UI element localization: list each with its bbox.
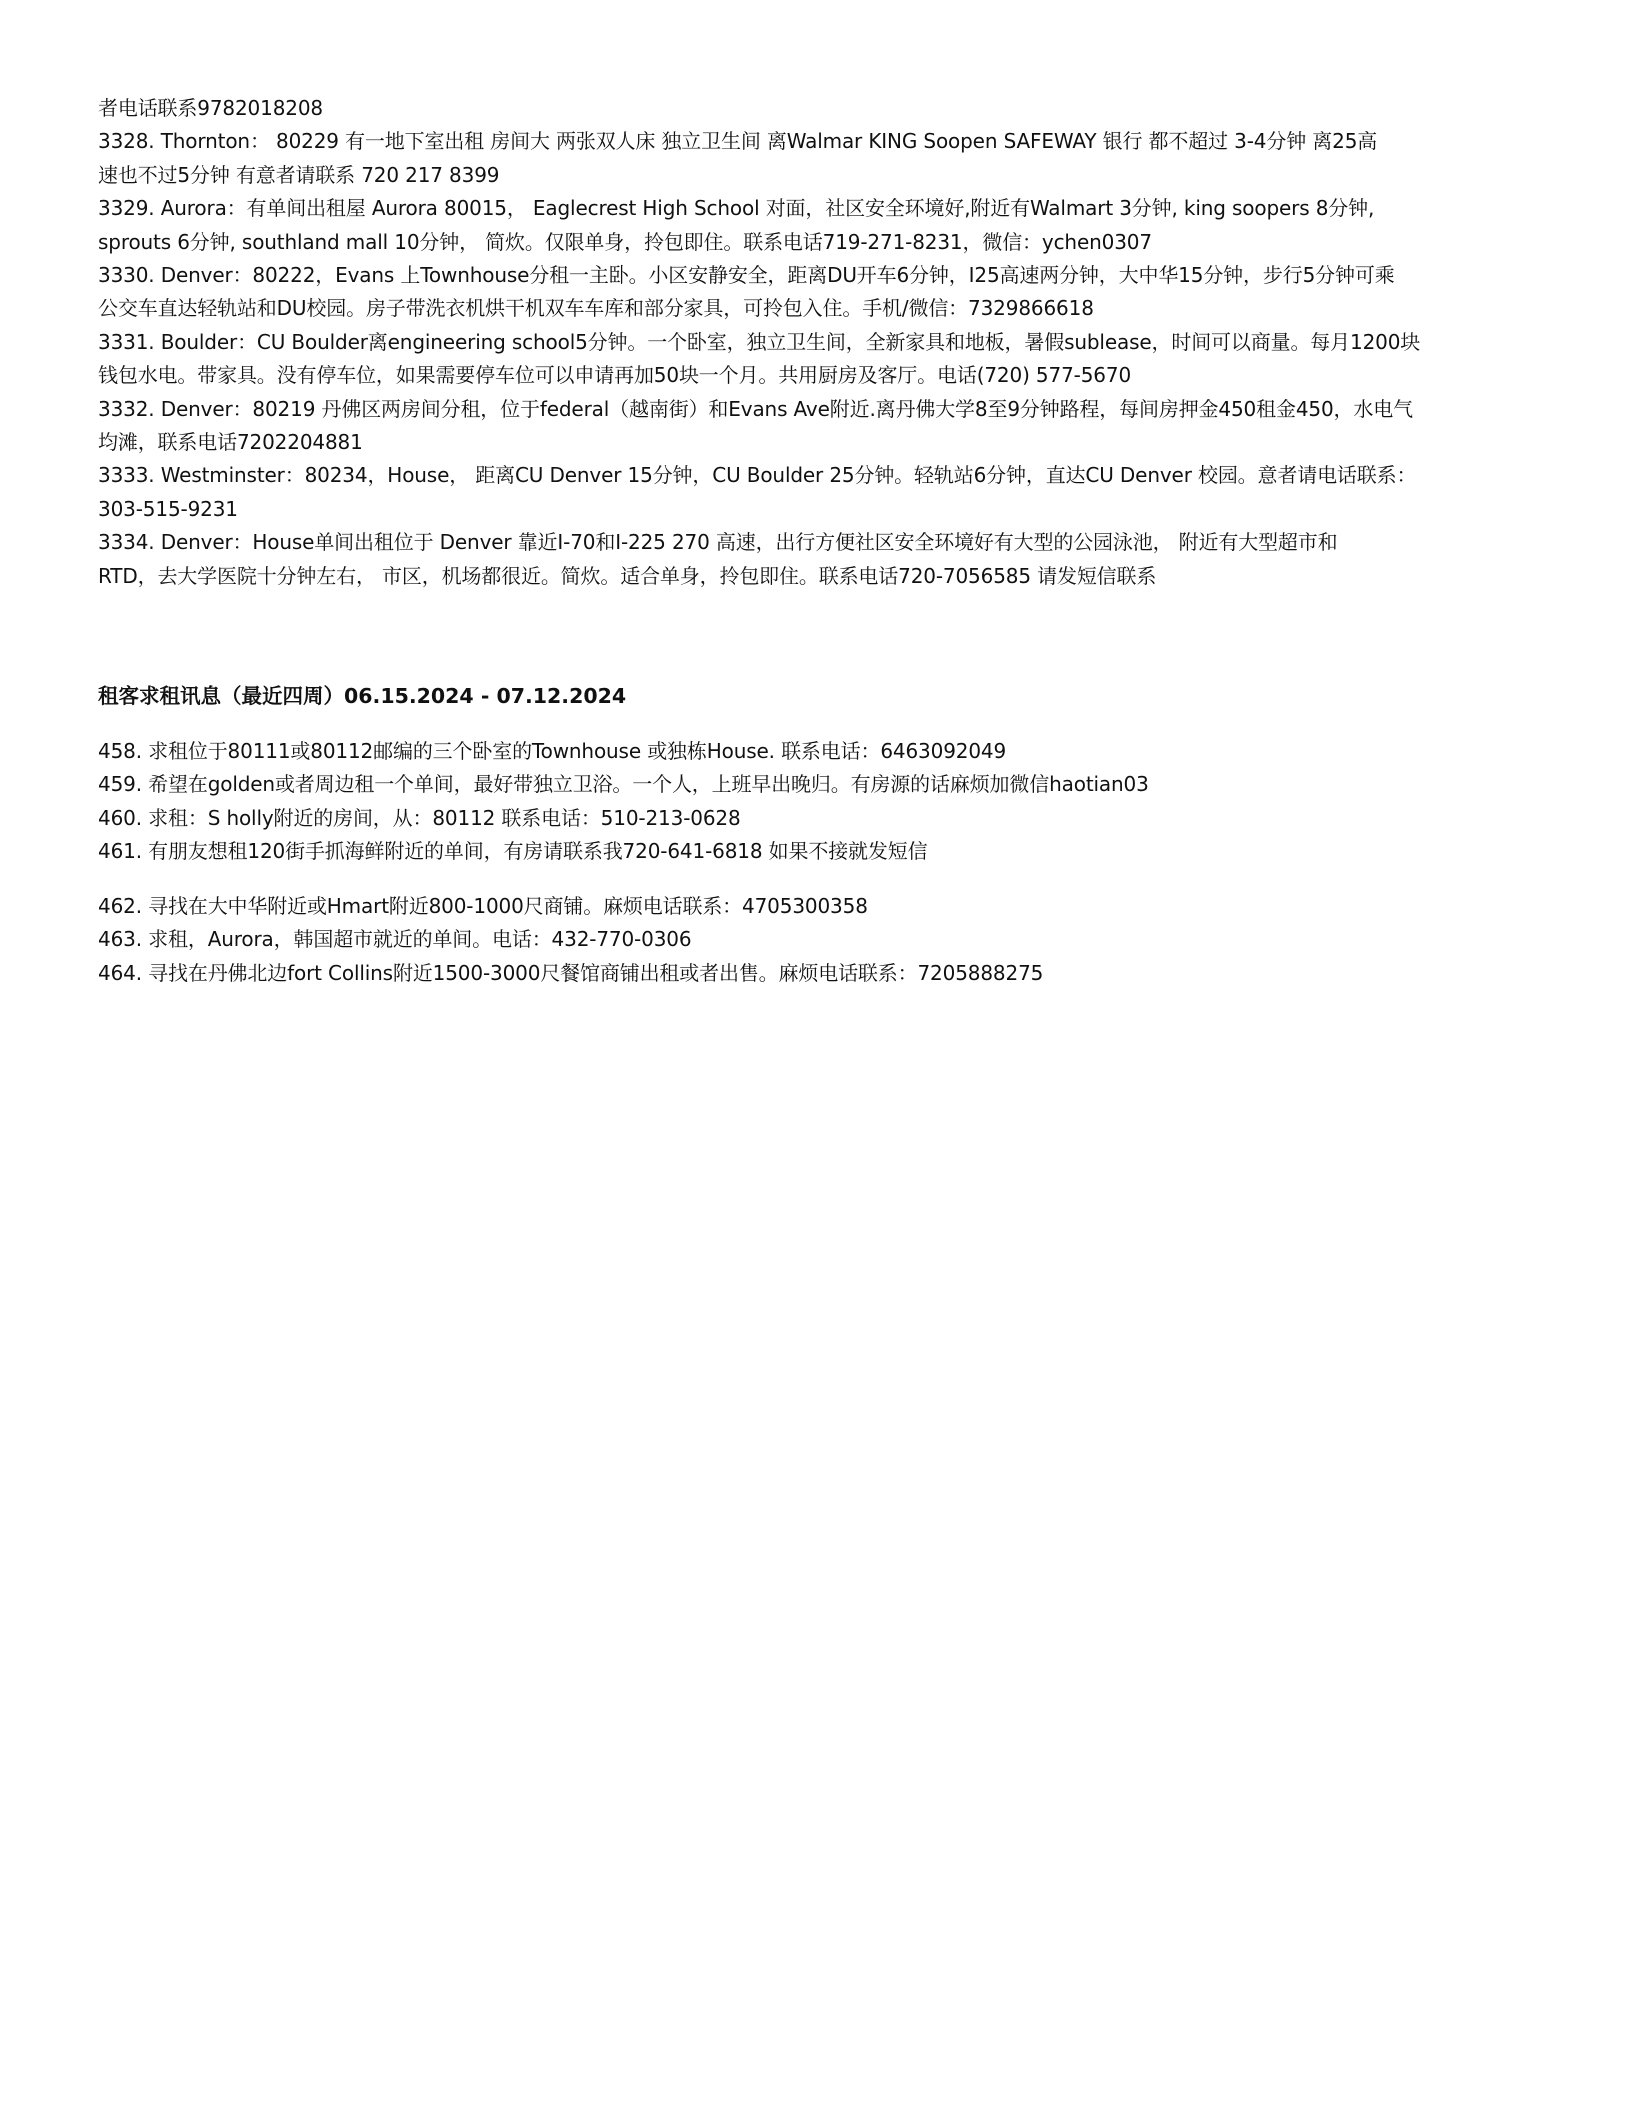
listing-line: 3328. Thornton： 80229 有一地下室出租 房间大 两张双人床 独立卫生间 离Walmar KING Soopen SAFEWAY 银行 都不超过 3-4分钟 离25高 bbox=[98, 129, 1378, 154]
listing-line: sprouts 6分钟, southland mall 10分钟， 简炊。仅限单身，拎包即住。联系电话719-271-8231，微信：ychen0307 bbox=[98, 229, 1152, 254]
listing-line: 3330. Denver：80222，Evans 上Townhouse分租一主卧。小区安静安全，距离DU开车6分钟，I25高速两分钟，大中华15分钟，步行5分钟可乘 bbox=[98, 263, 1395, 288]
listing-line: 3334. Denver：House单间出租位于 Denver 靠近I-70和I-225 270 高速，出行方便社区安全环境好有大型的公园泳池， 附近有大型超市和 bbox=[98, 530, 1338, 555]
request-item: 458. 求租位于80111或80112邮编的三个卧室的Townhouse 或独栋House. 联系电话：6463092049 bbox=[98, 739, 1007, 763]
request-item: 463. 求租，Aurora，韩国超市就近的单间。电话：432-770-0306 bbox=[98, 927, 692, 952]
request-item: 460. 求租：S holly附近的房间，从：80112 联系电话：510-213-0628 bbox=[98, 805, 741, 830]
request-item: 461. 有朋友想租120街手抓海鲜附近的单间，有房请联系我720-641-6818 如果不接就发短信 bbox=[98, 839, 928, 864]
requests-section-title: 租客求租讯息（最近四周）06.15.2024 - 07.12.2024 bbox=[98, 684, 627, 708]
listing-line: 公交车直达轻轨站和DU校园。房子带洗衣机烘干机双车车库和部分家具，可拎包入住。手机/微信：7329866618 bbox=[98, 296, 1094, 321]
request-item: 459. 希望在golden或者周边租一个单间，最好带独立卫浴。一个人，上班早出晚归。有房源的话麻烦加微信haotian03 bbox=[98, 772, 1149, 797]
listing-line: 3333. Westminster：80234，House， 距离CU Denver 15分钟，CU Boulder 25分钟。轻轨站6分钟，直达CU Denver 校园。意者请电话联系： bbox=[98, 463, 1417, 488]
request-item: 462. 寻找在大中华附近或Hmart附近800-1000尺商铺。麻烦电话联系：4705300358 bbox=[98, 894, 868, 918]
listing-line: 3329. Aurora：有单间出租屋 Aurora 80015， Eaglecrest High School 对面，社区安全环境好,附近有Walmart 3分钟, king soopers 8分钟, bbox=[98, 196, 1375, 221]
listing-line: 均滩，联系电话7202204881 bbox=[98, 430, 363, 455]
request-item: 464. 寻找在丹佛北边fort Collins附近1500-3000尺餐馆商铺出租或者出售。麻烦电话联系：7205888275 bbox=[98, 960, 1044, 985]
rental-listings bbox=[98, 92, 1518, 593]
listing-line: RTD，去大学医院十分钟左右， 市区，机场都很近。简炊。适合单身，拎包即住。联系电话720-7056585 请发短信联系 bbox=[98, 563, 1157, 588]
rental-requests-group-a bbox=[98, 735, 1518, 869]
rental-requests-group-b bbox=[98, 890, 1518, 990]
listing-line: 3332. Denver：80219 丹佛区两房间分租，位于federal（越南街）和Evans Ave附近.离丹佛大学8至9分钟路程，每间房押金450租金450，水电气 bbox=[98, 396, 1413, 421]
listing-line: 3331. Boulder：CU Boulder离engineering school5分钟。一个卧室，独立卫生间，全新家具和地板，暑假sublease，时间可以商量。每月1200块 bbox=[98, 329, 1421, 354]
listing-line: 者电话联系9782018208 bbox=[98, 96, 323, 120]
listing-line: 钱包水电。带家具。没有停车位，如果需要停车位可以申请再加50块一个月。共用厨房及客厅。电话(720) 577-5670 bbox=[98, 363, 1132, 388]
listing-line: 速也不过5分钟 有意者请联系 720 217 8399 bbox=[98, 162, 500, 187]
listing-line: 303-515-9231 bbox=[98, 496, 238, 521]
